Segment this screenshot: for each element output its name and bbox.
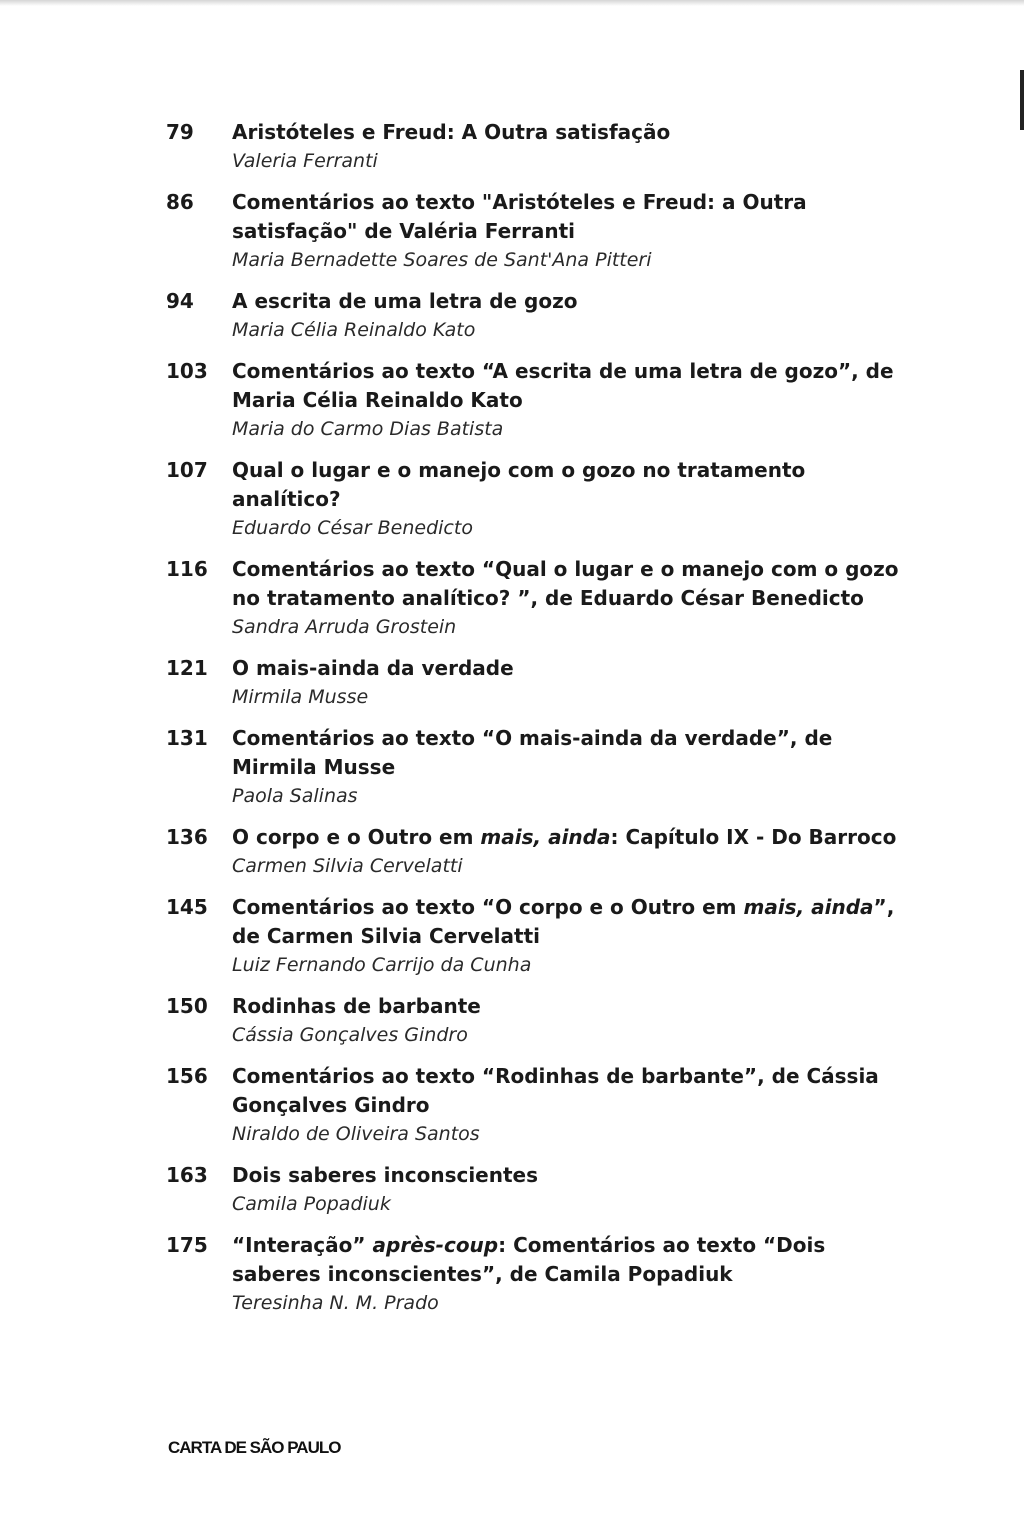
entry-text <box>232 724 906 811</box>
entry-author: Camila Popadiuk <box>232 1193 391 1215</box>
page-number: 107 <box>166 458 208 482</box>
entry-text <box>232 1062 906 1149</box>
entry-title: Rodinhas de barbante <box>232 994 481 1018</box>
toc-entry[interactable] <box>166 118 906 176</box>
title-italic-part: mais, ainda <box>480 825 611 849</box>
page-number: 156 <box>166 1064 208 1088</box>
entry-text <box>232 188 906 275</box>
entry-text <box>232 893 906 980</box>
toc-entry[interactable] <box>166 456 906 543</box>
title-part: Comentários ao texto “O corpo e o Outro em <box>232 895 744 919</box>
entry-author: Maria Célia Reinaldo Kato <box>232 319 476 341</box>
page-number: 150 <box>166 994 208 1018</box>
page-number: 103 <box>166 359 208 383</box>
entry-author: Paola Salinas <box>232 785 358 807</box>
title-part: O corpo e o Outro em <box>232 825 481 849</box>
page-number: 163 <box>166 1163 208 1187</box>
entry-author: Teresinha N. M. Prado <box>232 1292 439 1314</box>
entry-text <box>232 357 906 444</box>
entry-author: Mirmila Musse <box>232 686 369 708</box>
toc-entry[interactable] <box>166 992 906 1050</box>
page-number: 86 <box>166 190 194 214</box>
entry-text <box>232 555 906 642</box>
entry-text <box>232 992 906 1050</box>
entry-author: Carmen Silvia Cervelatti <box>232 855 463 877</box>
entry-author: Luiz Fernando Carrijo da Cunha <box>232 954 532 976</box>
entry-title <box>232 893 906 951</box>
page-number: 145 <box>166 895 208 919</box>
entry-text <box>232 118 906 176</box>
entry-text <box>232 456 906 543</box>
title-part: : Capítulo IX - Do Barroco <box>610 825 897 849</box>
entry-author: Cássia Gonçalves Gindro <box>232 1024 468 1046</box>
page-number: 136 <box>166 825 208 849</box>
title-italic-part: après-coup <box>372 1233 499 1257</box>
entry-author: Niraldo de Oliveira Santos <box>232 1123 480 1145</box>
toc-entry[interactable] <box>166 1231 906 1318</box>
entry-author: Eduardo César Benedicto <box>232 517 473 539</box>
page-number: 79 <box>166 120 194 144</box>
entry-title: Dois saberes inconscientes <box>232 1163 539 1187</box>
table-of-contents <box>166 118 906 1330</box>
entry-title <box>232 823 906 852</box>
entry-title: O mais-ainda da verdade <box>232 656 514 680</box>
entry-text <box>232 823 906 881</box>
entry-title: Aristóteles e Freud: A Outra satisfação <box>232 120 671 144</box>
title-part: : Comentários ao texto “Dois saberes inconscientes”, de Camila Popadiuk <box>232 1233 826 1286</box>
toc-entry[interactable] <box>166 287 906 345</box>
title-part: “Interação” <box>232 1233 373 1257</box>
toc-entry[interactable] <box>166 357 906 444</box>
toc-entry[interactable] <box>166 1161 906 1219</box>
page-edge-mark <box>1020 70 1024 130</box>
toc-entry[interactable] <box>166 1062 906 1149</box>
entry-author: Sandra Arruda Grostein <box>232 616 457 638</box>
toc-entry[interactable] <box>166 188 906 275</box>
entry-text <box>232 1231 906 1318</box>
page-number: 131 <box>166 726 208 750</box>
entry-title: Comentários ao texto “A escrita de uma letra de gozo”, de Maria Célia Reinaldo Kato <box>232 359 894 412</box>
page-number: 116 <box>166 557 208 581</box>
entry-text <box>232 654 906 712</box>
title-italic-part: mais, ainda <box>743 895 874 919</box>
entry-text <box>232 1161 906 1219</box>
entry-title: Comentários ao texto “O mais-ainda da verdade”, de Mirmila Musse <box>232 726 833 779</box>
entry-text <box>232 287 906 345</box>
entry-author: Maria do Carmo Dias Batista <box>232 418 504 440</box>
entry-title: Comentários ao texto “Qual o lugar e o manejo com o gozo no tratamento analítico? ”, de Eduardo César Benedicto <box>232 557 899 610</box>
entry-title: A escrita de uma letra de gozo <box>232 289 578 313</box>
toc-entry[interactable] <box>166 724 906 811</box>
entry-author: Valeria Ferranti <box>232 150 378 172</box>
toc-entry[interactable] <box>166 555 906 642</box>
page-number: 94 <box>166 289 194 313</box>
toc-entry[interactable] <box>166 654 906 712</box>
entry-title <box>232 1231 906 1289</box>
entry-title: Comentários ao texto "Aristóteles e Freud: a Outra satisfação" de Valéria Ferranti <box>232 190 807 243</box>
publisher-logo: CARTA DE SÃO PAULO <box>168 1438 341 1457</box>
toc-entry[interactable] <box>166 823 906 881</box>
entry-title: Comentários ao texto “Rodinhas de barbante”, de Cássia Gonçalves Gindro <box>232 1064 879 1117</box>
entry-title: Qual o lugar e o manejo com o gozo no tratamento analítico? <box>232 458 806 511</box>
page-number: 121 <box>166 656 208 680</box>
entry-author: Maria Bernadette Soares de Sant'Ana Pitteri <box>232 249 652 271</box>
page-number: 175 <box>166 1233 208 1257</box>
title-part: ”, de Carmen Silvia Cervelatti <box>232 895 895 948</box>
page-edge-shadow <box>0 0 1024 6</box>
toc-entry[interactable] <box>166 893 906 980</box>
